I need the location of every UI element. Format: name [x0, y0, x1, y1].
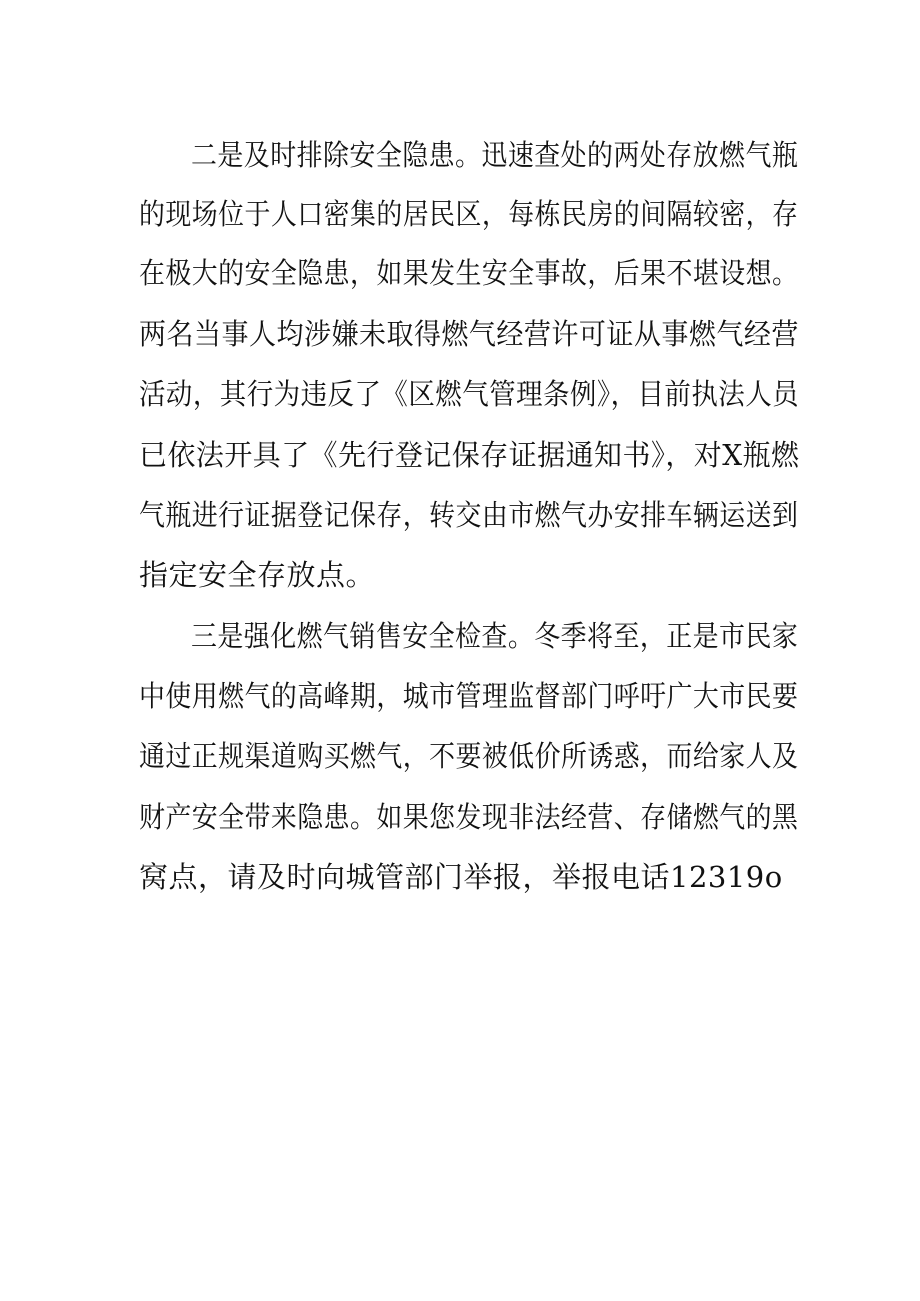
paragraph-2-line-4: 两名当事人均涉嫌未取得燃气经营许可证从事燃气经营	[139, 317, 799, 351]
paragraph-3-line-1: 三是强化燃气销售安全检查。冬季将至，正是市民家	[191, 619, 799, 653]
paragraph-2-line-6: 已依法开具了《先行登记保存证据通知书》，对X瓶燃	[139, 438, 800, 472]
paragraph-3-line-4: 财产安全带来隐患。如果您发现非法经营、存储燃气的黑	[139, 800, 799, 834]
paragraph-3-line-2: 中使用燃气的高峰期，城市管理监督部门呼吁广大市民要	[139, 679, 799, 713]
paragraph-2-line-3: 在极大的安全隐患，如果发生安全事故，后果不堪设想。	[139, 256, 799, 290]
paragraph-3-line-3: 通过正规渠道购买燃气，不要被低价所诱惑，而给家人及	[139, 739, 799, 773]
paragraph-2-line-1: 二是及时排除安全隐患。迅速查处的两处存放燃气瓶	[191, 138, 799, 172]
paragraph-2-line-5: 活动，其行为违反了《区燃气管理条例》，目前执法人员	[139, 377, 800, 411]
paragraph-2-line-7: 气瓶进行证据登记保存，转交由市燃气办安排车辆运送到	[139, 498, 799, 532]
paragraph-2-line-8: 指定安全存放点。	[139, 558, 376, 592]
paragraph-3-line-5: 窝点，请及时向城管部门举报，举报电话12319o	[139, 860, 783, 894]
paragraph-2-line-2: 的现场位于人口密集的居民区，每栋民房的间隔较密，存	[139, 197, 799, 231]
